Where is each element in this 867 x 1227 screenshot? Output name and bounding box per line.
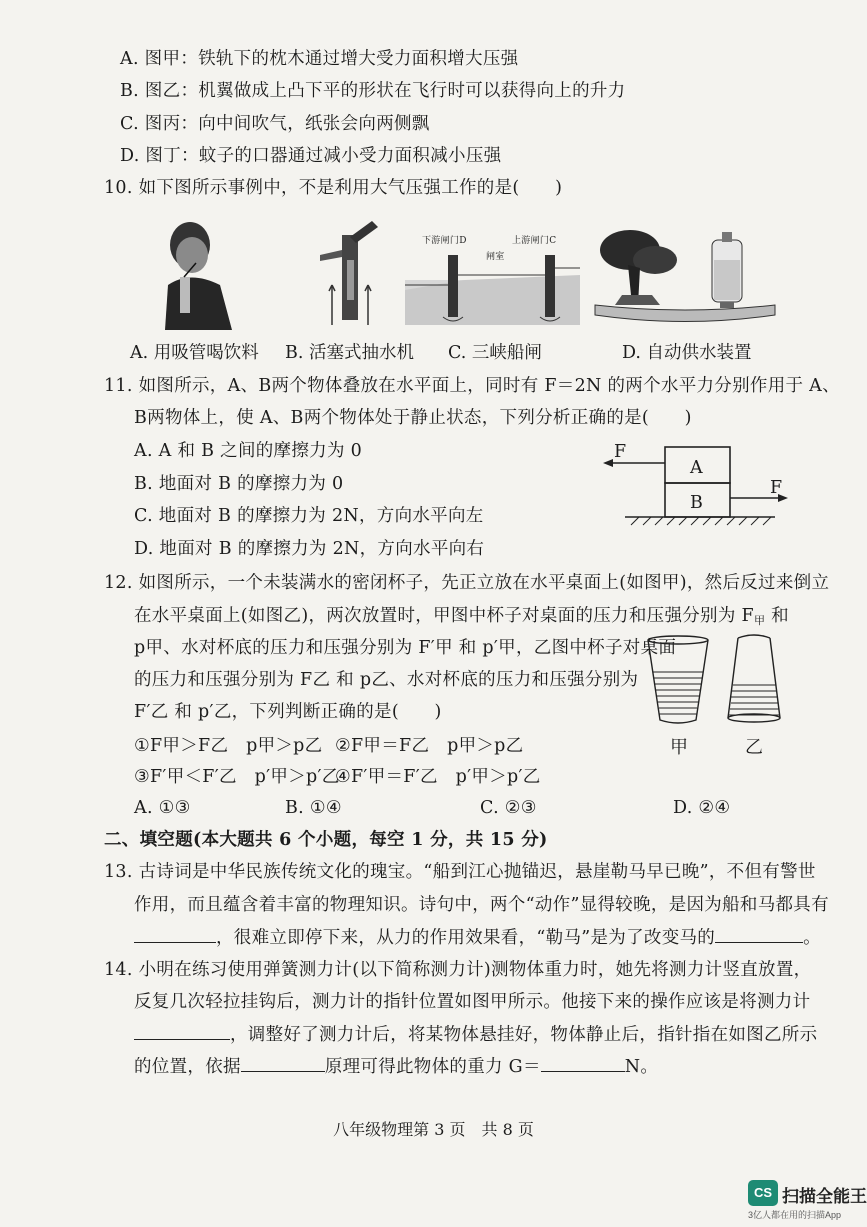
q12-option-a: A. ①③ xyxy=(134,798,191,818)
block-label-a: A xyxy=(690,458,703,478)
lock-label-downstream: 下游闸门D xyxy=(422,236,467,246)
child-drinking-straw-image xyxy=(160,215,235,330)
q11-stem-line1: 11. 如图所示，A、B两个物体叠放在水平面上，同时有 F＝2N 的两个水平力分别作用于 A、 xyxy=(104,376,840,396)
q14-line3: ，调整好了测力计后，将某物体悬挂好，物体静止后，指针指在如图乙所示 xyxy=(134,1023,817,1046)
camscanner-watermark xyxy=(748,1180,867,1220)
lock-label-chamber: 闸室 xyxy=(486,252,505,262)
q9-option-b: B. 图乙：机翼做成上凸下平的形状在飞行时可以获得向上的升力 xyxy=(120,81,626,101)
q11-option-a: A. A 和 B 之间的摩擦力为 0 xyxy=(134,441,363,461)
q9-option-a: A. 图甲：铁轨下的枕木通过增大受力面积增大压强 xyxy=(120,49,519,69)
q9-option-d: D. 图丁：蚊子的口器通过减小受力面积减小压强 xyxy=(120,146,502,166)
camscanner-tagline: 3亿人都在用的扫描App xyxy=(748,1210,842,1220)
q12-option-b: B. ①④ xyxy=(285,798,342,818)
q9-option-c: C. 图丙：向中间吹气，纸张会向两侧飘 xyxy=(120,114,430,134)
block-label-b: B xyxy=(690,493,704,513)
q10-stem: 10. 如下图所示事例中，不是利用大气压强工作的是( ) xyxy=(104,178,563,198)
q10-caption-b: B. 活塞式抽水机 xyxy=(285,343,414,363)
q14-blank-3[interactable] xyxy=(541,1055,625,1072)
q12-option-c: C. ②③ xyxy=(480,798,537,818)
q14-line4: 的位置，依据 原理可得此物体的重力 G＝ N。 xyxy=(134,1057,659,1077)
q12-line5: F′乙 和 p′乙，下列判断正确的是( ) xyxy=(134,702,442,722)
q13-blank-1[interactable] xyxy=(134,926,216,943)
q13-line1: 13. 古诗词是中华民族传统文化的瑰宝。“船到江心抛锚迟，悬崖勒马早已晚”，不但有警世 xyxy=(104,862,816,882)
q12-option-d: D. ②④ xyxy=(673,798,731,818)
q13-blank-2[interactable] xyxy=(715,926,803,943)
page-footer: 八年级物理第 3 页 共 8 页 xyxy=(333,1120,534,1139)
camscanner-name: 扫描全能王 xyxy=(782,1187,867,1206)
automatic-water-supply-image xyxy=(590,220,780,330)
q10-caption-d: D. 自动供水装置 xyxy=(622,343,752,363)
q12-line1: 12. 如图所示，一个未装满水的密闭杯子，先正立放在水平桌面上(如图甲)，然后反过来倒立 xyxy=(104,573,830,593)
q11-option-d: D. 地面对 B 的摩擦力为 2N，方向水平向右 xyxy=(134,539,485,559)
q12-judgement-3: ③F′甲＜F′乙 p′甲＞p′乙 xyxy=(134,767,340,787)
section-2-heading: 二、填空题(本大题共 6 个小题，每空 1 分，共 15 分) xyxy=(104,830,548,850)
force-label-right: F xyxy=(770,478,783,498)
lock-label-upstream: 上游闸门C xyxy=(512,236,557,246)
q11-option-b: B. 地面对 B 的摩擦力为 0 xyxy=(134,474,344,494)
q11-option-c: C. 地面对 B 的摩擦力为 2N，方向水平向左 xyxy=(134,506,484,526)
q12-line4: 的压力和压强分别为 F乙 和 p乙、水对杯底的压力和压强分别为 xyxy=(134,670,639,690)
q12-judgement-2: ②F甲＝F乙 p甲＞p乙 xyxy=(335,736,524,756)
q10-caption-c: C. 三峡船闸 xyxy=(448,343,542,363)
cups-diagram xyxy=(640,630,800,730)
piston-pump-image xyxy=(310,215,380,330)
q12-line2: 在水平桌面上(如图乙)，两次放置时，甲图中杯子对桌面的压力和压强分别为 $F_甲$ 和 xyxy=(134,606,789,627)
q12-judgement-4: ④F′甲＝F′乙 p′甲＞p′乙 xyxy=(335,767,541,787)
camscanner-logo-icon: CS xyxy=(748,1180,778,1206)
q12-judgement-1: ①F甲＞F乙 p甲＞p乙 xyxy=(134,736,323,756)
q10-caption-a: A. 用吸管喝饮料 xyxy=(130,343,259,363)
q14-line2: 反复几次轻拉挂钩后，测力计的指针位置如图甲所示。他接下来的操作应该是将测力计 xyxy=(134,992,811,1012)
q13-line2: 作用，而且蕴含着丰富的物理知识。诗句中，两个“动作”显得较晚，是因为船和马都具有 xyxy=(134,895,829,915)
q13-line3: ，很难立即停下来，从力的作用效果看，“勒马”是为了改变马的 。 xyxy=(134,926,821,949)
q14-blank-2[interactable] xyxy=(241,1055,325,1072)
q11-stem-line2: B两物体上，使 A、B两个物体处于静止状态，下列分析正确的是( ) xyxy=(134,408,692,428)
cup-label-yi: 乙 xyxy=(745,737,764,758)
cup-label-jia: 甲 xyxy=(670,737,689,758)
q14-line1: 14. 小明在练习使用弹簧测力计(以下简称测力计)测物体重力时，她先将测力计竖直放置， xyxy=(104,960,812,980)
force-label-left: F xyxy=(614,442,627,462)
q14-blank-1[interactable] xyxy=(134,1023,230,1040)
q12-line3: p甲、水对杯底的压力和压强分别为 F′甲 和 p′甲，乙图中杯子对桌面 xyxy=(134,638,677,658)
